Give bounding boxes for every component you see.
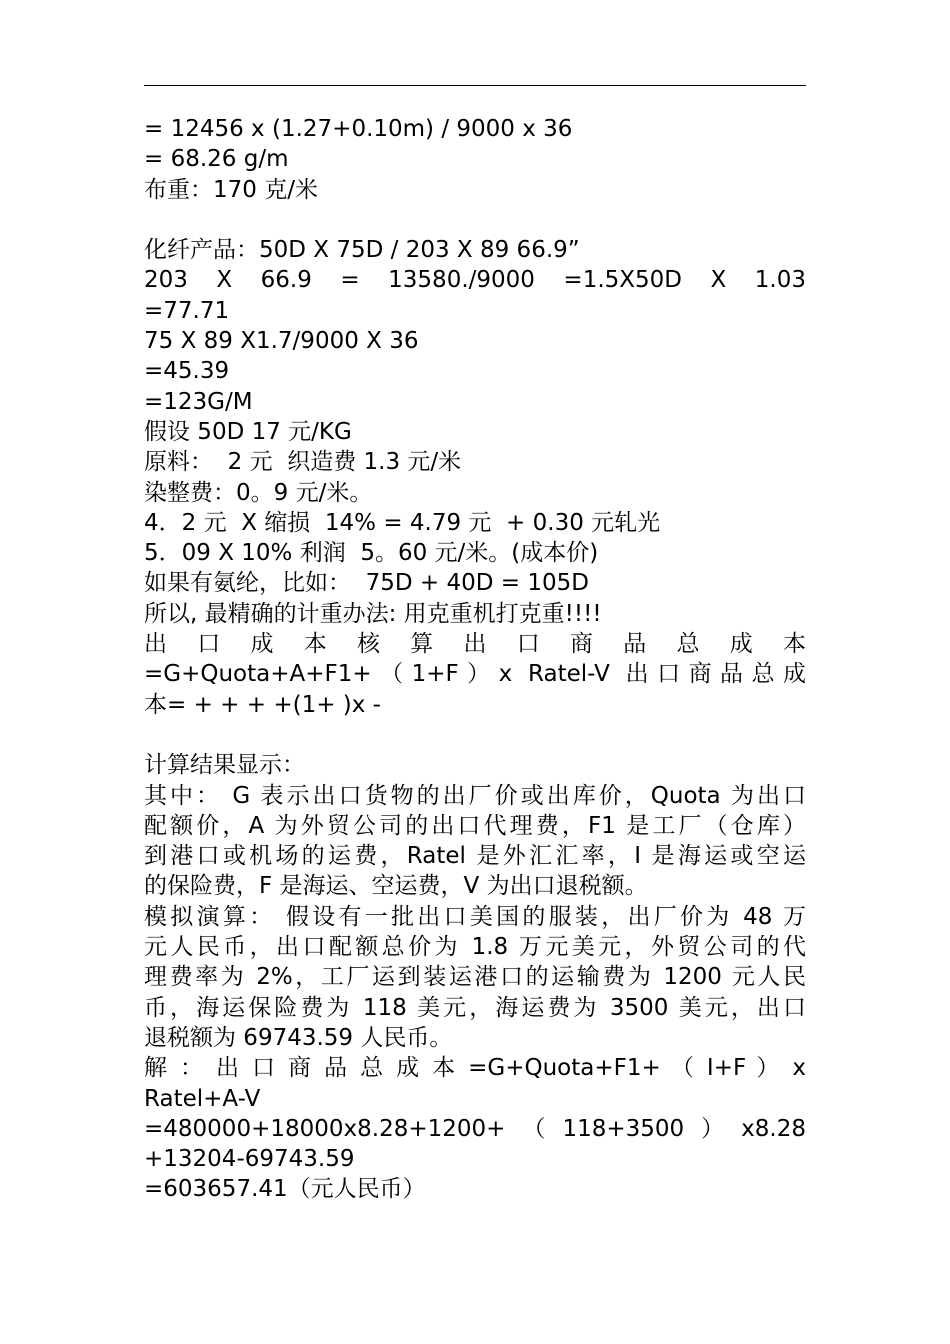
text-line: 币，海运保险费为 118 美元，海运费为 3500 美元，出口: [144, 994, 806, 1021]
text-line: 原料： 2 元 织造费 1.3 元/米: [144, 449, 462, 476]
text-line: 如果有氨纶，比如： 75D + 40D = 105D: [144, 570, 589, 597]
text-line: 配额价，A 为外贸公司的出口代理费，F1 是工厂（仓库）: [144, 812, 806, 839]
text-line: 4．2 元 X 缩损 14% = 4.79 元 + 0.30 元轧光: [144, 509, 661, 536]
text-line: 解 ： 出 口 商 品 总 成 本 =G+Quota+F1+ （ I+F ） x: [144, 1055, 806, 1082]
text-line: 退税额为 69743.59 人民币。: [144, 1024, 453, 1051]
text-line: +13204-69743.59: [144, 1146, 355, 1173]
blank-line: [144, 205, 806, 235]
text-line: 所以, 最精确的计重办法: 用克重机打克重!!!!: [144, 600, 602, 627]
text-line: 的保险费，F 是海运、空运费，V 为出口退税额。: [144, 873, 648, 900]
text-line: 布重：170 克/米: [144, 176, 318, 203]
text-line: 5．09 X 10% 利润 5。60 元/米。(成本价): [144, 540, 599, 567]
text-line: =603657.41（元人民币）: [144, 1176, 426, 1203]
text-line: 元人民币，出口配额总价为 1.8 万元美元，外贸公司的代: [144, 934, 806, 961]
text-line: =G+Quota+A+F1+（1+F）x Ratel-V 出口商品总成: [144, 661, 806, 688]
text-line: 到港口或机场的运费，Ratel 是外汇汇率，I 是海运或空运: [144, 843, 806, 870]
text-line: 计算结果显示：: [144, 752, 305, 779]
text-line: 本= + + + +(1+ )x -: [144, 691, 381, 718]
text-line: 其中： G 表示出口货物的出厂价或出库价，Quota 为出口: [144, 782, 806, 809]
blank-line: [144, 720, 806, 750]
document-body: [144, 114, 806, 1205]
text-line: 染整费：0。9 元/米。: [144, 479, 373, 506]
text-line: 模拟演算： 假设有一批出口美国的服装，出厂价为 48 万: [144, 903, 806, 930]
text-line: Ratel+A-V: [144, 1085, 261, 1112]
text-line: 理费率为 2%，工厂运到装运港口的运输费为 1200 元人民: [144, 964, 806, 991]
text-line: =45.39: [144, 358, 230, 385]
header-rule: [144, 85, 806, 86]
text-line: 75 X 89 X1.7/9000 X 36: [144, 328, 419, 355]
text-line: 化纤产品：50D X 75D / 203 X 89 66.9”: [144, 237, 580, 264]
text-line: 203 X 66.9 = 13580./9000 =1.5X50D X 1.03: [144, 267, 806, 294]
text-line: =480000+18000x8.28+1200+（118+3500）x8.28: [144, 1115, 806, 1142]
text-line: = 12456 x (1.27+0.10m) / 9000 x 36: [144, 116, 573, 142]
text-line: =123G/M: [144, 388, 253, 415]
text-line: = 68.26 g/m: [144, 146, 289, 173]
text-line: 出 口 成 本 核 算 出 口 商 品 总 成 本: [144, 631, 806, 658]
text-line: 假设 50D 17 元/KG: [144, 418, 352, 445]
text-line: =77.71: [144, 297, 230, 324]
